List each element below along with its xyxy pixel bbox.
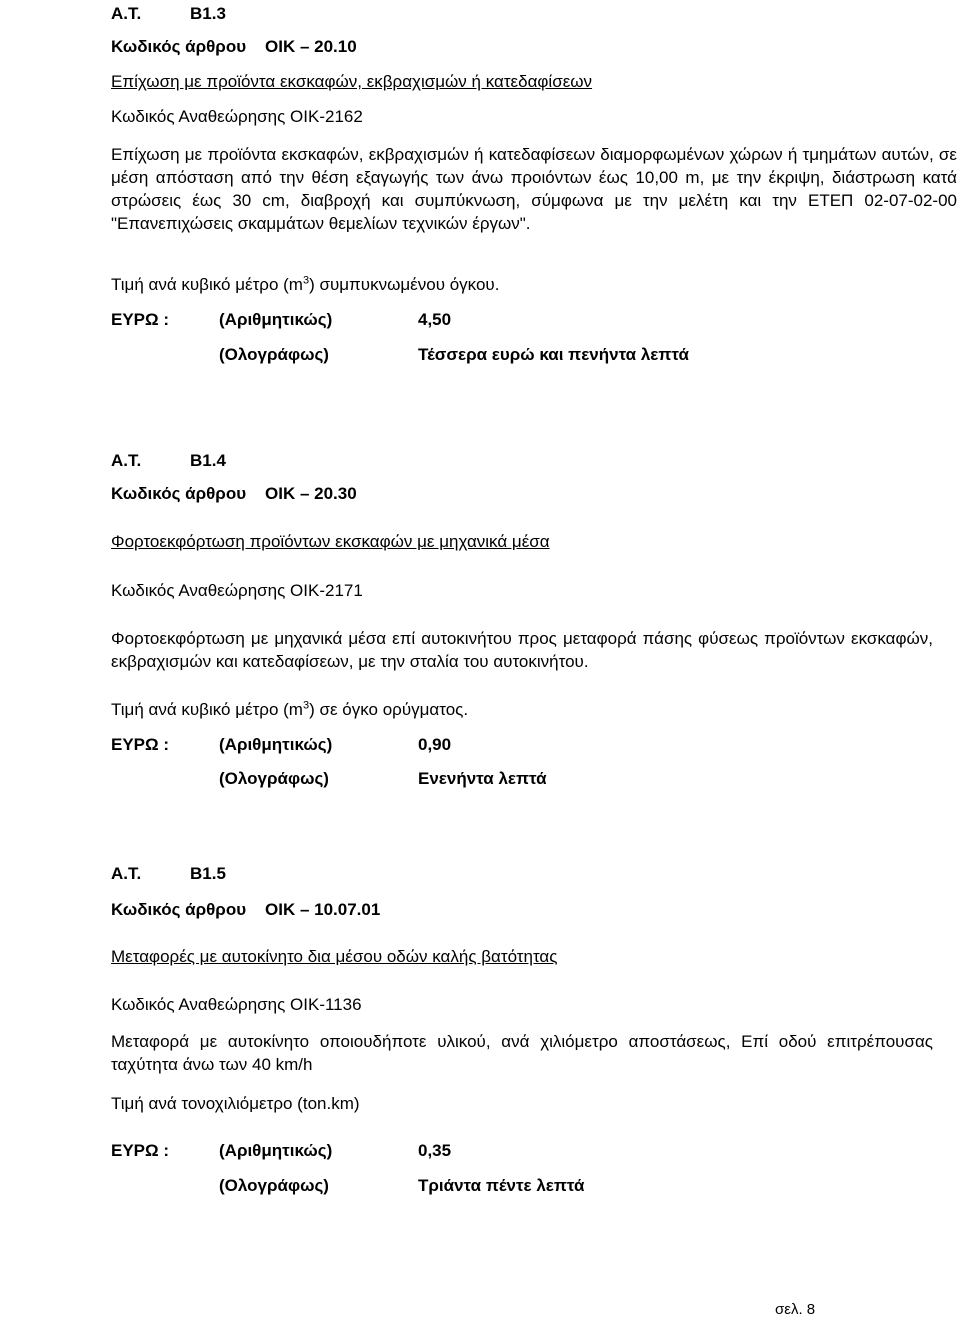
revision-code: ΟΙΚ-1136 xyxy=(290,995,362,1014)
euro-label: ΕΥΡΩ : xyxy=(111,735,170,754)
at-heading xyxy=(111,449,226,472)
numeric-label: (Αριθμητικώς) xyxy=(219,310,333,329)
numeric-value: 0,90 xyxy=(418,735,452,754)
price-unit-text-end: ) συμπυκνωμένου όγκου. xyxy=(309,275,500,294)
numeric-label: (Αριθμητικώς) xyxy=(219,1141,333,1160)
item-description: Μεταφορά με αυτοκίνητο οποιουδήποτε υλικού, ανά χιλιόμετρο αποστάσεως, Επί οδού επιτρέπουσας ταχύτητα άνω των 40 km/h xyxy=(111,1032,933,1074)
at-number: Β1.4 xyxy=(190,451,226,470)
price-unit-text-end: ) σε όγκο ορύγματος. xyxy=(309,700,469,719)
article-label: Κωδικός άρθρου xyxy=(111,37,247,56)
words-label: (Ολογράφως) xyxy=(219,345,329,364)
at-number: Β1.3 xyxy=(190,4,226,23)
page-number: σελ. 8 xyxy=(775,1301,816,1318)
item-description: Επίχωση με προϊόντα εκσκαφών, εκβραχισμών ή κατεδαφίσεων διαμορφωμένων χώρων ή τμημάτων αυτών, σε μέση απόσταση από την θέση εξαγωγής των άνω προιόντων έως 10,00 m, με την έκριψη, διάστρωση κατά στρώσεις έως 30 cm, διαβροχή και συμπύκνωση, σύμφωνα με την μελέτη και την ΕΤΕΠ 02-07-02-00 "Επανεπιχώσεις σκαμμάτων θεμελίων τεχνικών έργων". xyxy=(111,145,957,233)
article-code-line xyxy=(111,482,357,505)
price-unit-text: Τιμή ανά κυβικό μέτρο (m xyxy=(111,700,303,719)
words-value: Τέσσερα ευρώ και πενήντα λεπτά xyxy=(418,345,689,364)
words-label: (Ολογράφως) xyxy=(219,1176,329,1195)
numeric-value: 0,35 xyxy=(418,1141,452,1160)
at-heading xyxy=(111,2,226,25)
item-title: Μεταφορές με αυτοκίνητο δια μέσου οδών καλής βατότητας xyxy=(111,947,558,966)
article-code: ΟΙΚ – 10.07.01 xyxy=(265,900,381,919)
item-title: Επίχωση με προϊόντα εκσκαφών, εκβραχισμών ή κατεδαφίσεων xyxy=(111,72,593,91)
article-code-line xyxy=(111,898,380,921)
at-prefix: Α.Τ. xyxy=(111,451,142,470)
revision-line xyxy=(111,579,363,602)
words-value: Ενενήντα λεπτά xyxy=(418,769,547,788)
price-unit-text: Τιμή ανά κυβικό μέτρο (m xyxy=(111,275,303,294)
words-label: (Ολογράφως) xyxy=(219,769,329,788)
revision-label: Κωδικός Αναθεώρησης xyxy=(111,581,286,600)
superscript: 3 xyxy=(302,699,310,712)
article-code-line xyxy=(111,35,357,58)
revision-code: ΟΙΚ-2162 xyxy=(290,107,363,126)
superscript: 3 xyxy=(302,274,310,287)
at-heading xyxy=(111,862,226,885)
revision-label: Κωδικός Αναθεώρησης xyxy=(111,107,286,126)
euro-label: ΕΥΡΩ : xyxy=(111,310,170,329)
at-number: Β1.5 xyxy=(190,864,226,883)
at-prefix: Α.Τ. xyxy=(111,864,142,883)
revision-label: Κωδικός Αναθεώρησης xyxy=(111,995,286,1014)
words-value: Τριάντα πέντε λεπτά xyxy=(418,1176,585,1195)
numeric-value: 4,50 xyxy=(418,310,452,329)
revision-code: ΟΙΚ-2171 xyxy=(290,581,363,600)
price-unit xyxy=(111,273,499,296)
revision-line xyxy=(111,993,362,1016)
article-label: Κωδικός άρθρου xyxy=(111,900,247,919)
numeric-label: (Αριθμητικώς) xyxy=(219,735,333,754)
revision-line xyxy=(111,105,363,128)
article-code: ΟΙΚ – 20.30 xyxy=(265,484,357,503)
at-prefix: Α.Τ. xyxy=(111,4,142,23)
euro-label: ΕΥΡΩ : xyxy=(111,1141,170,1160)
article-label: Κωδικός άρθρου xyxy=(111,484,247,503)
price-unit: Τιμή ανά τονοχιλιόμετρο (ton.km) xyxy=(111,1094,360,1113)
price-unit xyxy=(111,698,468,721)
item-description: Φορτοεκφόρτωση με μηχανικά μέσα επί αυτοκινήτου προς μεταφορά πάσης φύσεως προϊόντων εκσκαφών, εκβραχισμών και κατεδαφίσεων, με την σταλία του αυτοκινήτου. xyxy=(111,629,933,671)
article-code: ΟΙΚ – 20.10 xyxy=(265,37,357,56)
item-title: Φορτοεκφόρτωση προϊόντων εκσκαφών με μηχανικά μέσα xyxy=(111,532,550,551)
